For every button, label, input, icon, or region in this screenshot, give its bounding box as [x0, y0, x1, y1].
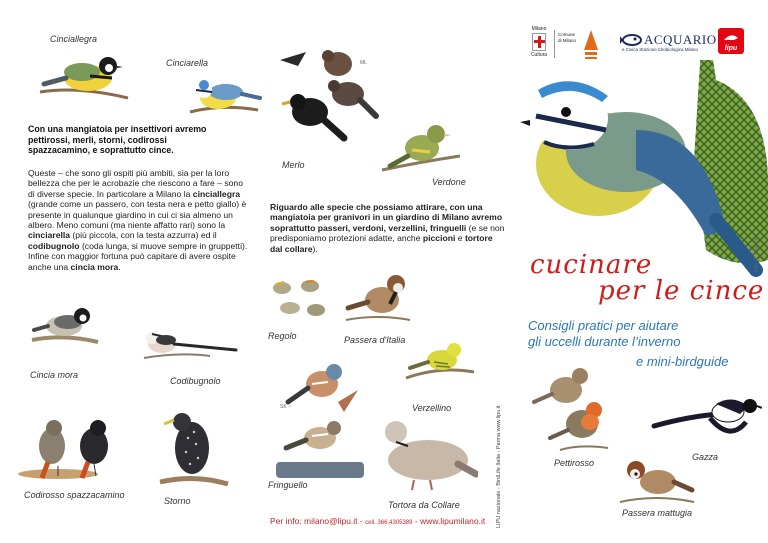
vertical-credit: LIPU nazionale - BirdLife Italia - Parma www.lipu.it [496, 405, 502, 528]
contact-info: Per info: milano@lipu.it - cell. 366.4305389 - www.lipumilano.it [270, 516, 486, 526]
long-tailed-tit-illustration [140, 326, 240, 366]
left-panel [0, 0, 258, 543]
caption-codibugnolo: Codibugnolo [170, 376, 221, 386]
caption-codirosso: Codirosso spazzacamino [24, 490, 125, 500]
subtitle: Consigli pratici per aiutare gli uccelli durante l’inverno [528, 318, 681, 349]
caption-pettirosso: Pettirosso [554, 458, 595, 468]
caption-cincia-mora: Cincia mora [30, 370, 79, 380]
acquario-subtitle: e Civica Stazione Idrobiologica Milano [622, 47, 699, 52]
title-line-2: per le cince [598, 276, 765, 306]
lipu-logo: lipu [718, 28, 744, 54]
great-tit-illustration [38, 48, 130, 104]
cince-description: Queste – che sono gli ospiti più ambiti, sia per la loro bellezza che per le acrobazie che riescono a fare – sono di diverse specie. In particolare a Milano la cinciallegra (grande come un passero, con testa nera e petto giallo) è presente in qualunque giardino in cui ci sia almeno un albero. Meno comuni (ma niente affatto rari) sono la cinciarella (più piccola, con la testa azzurra) ed il codibugnolo (coda lunga, si muove sempre in gruppetti). Infine con maggior fortuna può capitare di avere ospite anche una cincia mora. [28, 168, 248, 272]
insectivore-intro: Con una mangiatoia per insettivori avremo pettirossi, merli, storni, codirossi spazzacamino, e soprattutto cince. [28, 124, 207, 156]
blue-tit-photo [516, 60, 768, 280]
cover-panel [516, 0, 768, 543]
website-link[interactable]: www.lipumilano.it [420, 516, 486, 526]
caption-cinciarella: Cinciarella [166, 58, 209, 68]
comune-text: Comune di Milano [558, 32, 577, 43]
caption-verdone: Verdone [432, 177, 466, 187]
photo-credit: foto R. Bianchi [754, 236, 760, 272]
museum-logo-icon [582, 28, 600, 62]
milano-crest-icon [532, 33, 546, 51]
fish-icon [620, 34, 642, 46]
serin-illustration [402, 336, 478, 384]
magpie-illustration [650, 392, 762, 444]
italian-sparrow-illustration [342, 268, 414, 324]
caption-storno: Storno [164, 496, 191, 506]
caption-regolo: Regolo [268, 331, 297, 341]
sketch-label-ml: ML [360, 60, 367, 66]
blackbird-illustration [276, 42, 386, 154]
starling-illustration [158, 408, 230, 488]
caption-fringuello: Fringuello [268, 480, 308, 490]
coal-tit-illustration [30, 302, 100, 346]
caption-tortora: Tortora da Collare [388, 500, 460, 510]
title-line-1: cucinare [530, 250, 653, 280]
collared-dove-illustration [368, 410, 478, 492]
greenfinch-illustration [380, 116, 462, 176]
caption-passera-mattugia: Passera mattugia [622, 508, 693, 518]
chaffinch-illustration [272, 362, 368, 482]
caption-cinciallegra: Cinciallegra [50, 34, 98, 44]
tree-sparrow-illustration [616, 452, 696, 506]
email-link[interactable]: milano@lipu.it [304, 516, 358, 526]
caption-merlo: Merlo [282, 160, 305, 170]
comune-milano-logo: Milano Cultura [530, 26, 548, 58]
caption-gazza: Gazza [692, 452, 719, 462]
sketch-label-sk: SK ♂ [280, 404, 292, 410]
caption-passera-italia: Passera d'Italia [344, 335, 406, 345]
black-redstart-illustration [18, 406, 130, 480]
caption-verzellino: Verzellino [412, 403, 452, 413]
blue-tit-illustration [186, 72, 262, 120]
granivore-description: Riguardo alle specie che possiamo attirare, con una mangiatoia per granivori in un giardino di Milano avremo soprattutto passeri, verdoni, verzellini, fringuelli (e se non predisponiamo protezioni adatte, anche piccioni e tortore dal collare). [270, 202, 505, 254]
subtitle-birdguide: e mini-birdguide [636, 354, 729, 369]
logo-divider [554, 30, 555, 58]
middle-panel [258, 0, 516, 543]
robin-illustration [530, 362, 612, 454]
goldcrest-illustration [266, 272, 332, 322]
acquario-logo-text: ACQUARIO [644, 32, 717, 47]
